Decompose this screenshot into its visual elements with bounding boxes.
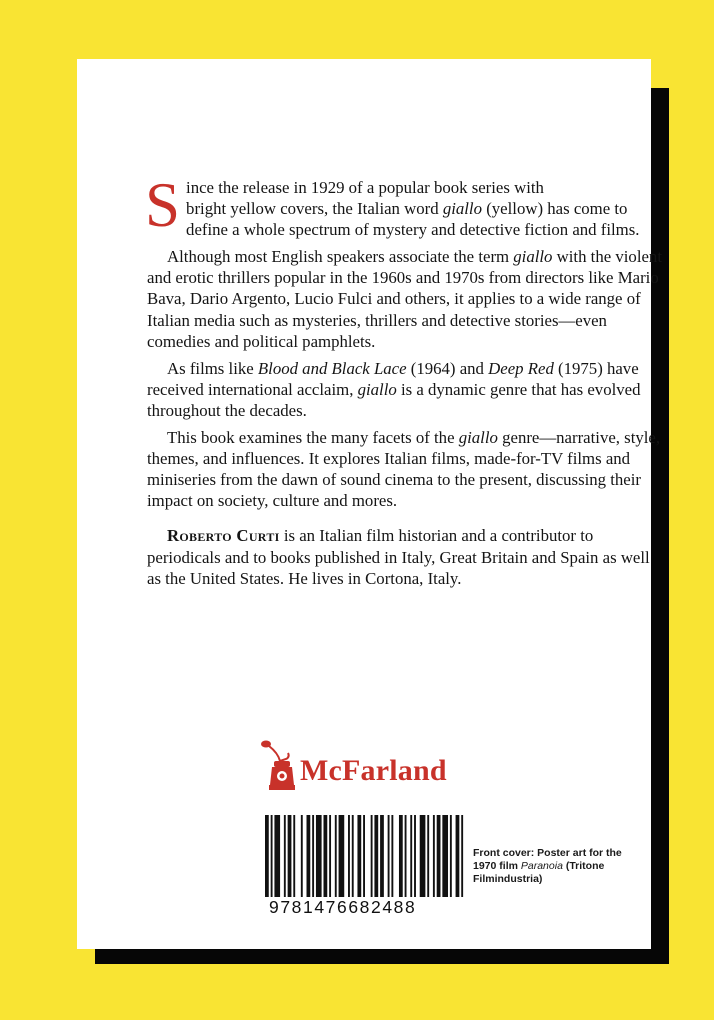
author-bio <box>147 525 667 588</box>
barcode-bar <box>442 815 448 897</box>
paragraph-3-text: As films like <box>167 358 258 378</box>
paragraph-3-text: (1975) have received international acclaim, <box>147 358 639 399</box>
barcode-bar <box>335 815 337 897</box>
barcode-bar <box>371 815 373 897</box>
barcode-bar <box>352 815 354 897</box>
barcode-bar <box>284 815 286 897</box>
barcode-bar <box>461 815 463 897</box>
barcode-bar <box>348 815 350 897</box>
description-text <box>145 170 667 589</box>
barcode-bar <box>399 815 403 897</box>
barcode-bar <box>410 815 412 897</box>
barcode-bar <box>357 815 361 897</box>
publisher-logo <box>260 737 447 793</box>
film-title: Deep Red <box>488 358 554 378</box>
cover-credit-text: (Tritone Filmindustria) <box>473 860 605 886</box>
paragraph-4 <box>147 427 667 511</box>
barcode-bar <box>391 815 393 897</box>
paragraph-1 <box>145 170 667 240</box>
barcode-bar <box>374 815 378 897</box>
drop-cap: S <box>145 170 181 240</box>
barcode-bar <box>414 815 416 897</box>
barcode-bar <box>323 815 327 897</box>
term-giallo: giallo <box>513 247 553 267</box>
isbn-number: 9781476682488 <box>269 897 417 917</box>
barcode-bar <box>265 815 269 897</box>
back-cover-panel <box>77 59 662 949</box>
paragraph-2-text: Although most English speakers associate the term <box>167 247 514 267</box>
author-bio-text: is an Italian film historian and a contributor to periodicals and to books published in Italy, Great Britain and Spain as well as the United States. He lives in Cortona, Italy. <box>147 526 650 588</box>
barcode-bar <box>388 815 390 897</box>
barcode-bar <box>405 815 407 897</box>
term-giallo: giallo <box>357 379 397 399</box>
credit-film-title: Paranoia <box>520 860 563 873</box>
term-giallo: giallo <box>442 199 482 219</box>
barcode-bar <box>456 815 460 897</box>
barcode-bars <box>265 815 465 897</box>
barcode-bar <box>312 815 314 897</box>
paragraph-3 <box>147 358 667 421</box>
barcode <box>265 815 467 918</box>
barcode-bar <box>363 815 365 897</box>
barcode-bar <box>380 815 384 897</box>
author-name: Roberto Curti <box>167 526 280 546</box>
publisher-name: McFarland <box>300 754 447 787</box>
paragraph-3-text: (1964) and <box>406 358 489 378</box>
paragraph-1-line-1: ince the release in 1929 of a popular book series with <box>186 178 544 197</box>
barcode-bar <box>316 815 322 897</box>
barcode-bar <box>293 815 295 897</box>
barcode-bar <box>307 815 311 897</box>
paragraph-1-line-2: bright yellow covers, the Italian word <box>186 199 443 219</box>
lamp-logo-icon <box>260 737 296 793</box>
barcode-bar <box>271 815 273 897</box>
term-giallo: giallo <box>458 428 498 448</box>
paragraph-3-text: is a dynamic genre that has evolved throughout the decades. <box>147 379 641 420</box>
paragraph-2-text: with the violent and erotic thrillers popular in the 1960s and 1970s from directors like Mario Bava, Dario Argento, Lucio Fulci and others, it applies to a wide range of Italian media such as mysteries, thrillers and detective stories—even comedies and political pamphlets. <box>147 247 662 351</box>
cover-credit <box>473 847 623 887</box>
paragraph-2 <box>147 246 667 351</box>
barcode-bar <box>274 815 280 897</box>
barcode-bar <box>329 815 331 897</box>
cover-credit-text: Front cover: Poster art for the 1970 film <box>473 847 622 873</box>
barcode-bar <box>433 815 435 897</box>
barcode-bar <box>301 815 303 897</box>
barcode-bar <box>420 815 426 897</box>
barcode-bar <box>450 815 452 897</box>
paragraph-1-rest: has come to define a whole spectrum of mystery and detective fiction and films. <box>186 199 640 240</box>
barcode-bar <box>427 815 429 897</box>
barcode-bar <box>437 815 441 897</box>
film-title: Blood and Black Lace <box>257 358 407 378</box>
barcode-bar <box>288 815 292 897</box>
paragraph-4-text: genre—narrative, style, themes, and influences. It explores Italian films, made-for-TV films and miniseries from the dawn of sound cinema to the present, discussing their impact on society, culture and mores. <box>147 428 661 511</box>
barcode-bar <box>339 815 345 897</box>
paragraph-4-text: This book examines the many facets of the <box>167 428 459 448</box>
paragraph-1-line-2-tail: (yellow) <box>482 199 544 219</box>
